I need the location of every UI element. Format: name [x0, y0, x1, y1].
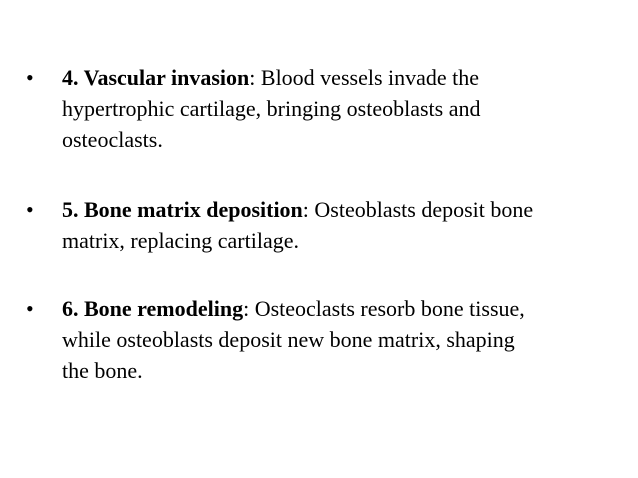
bullet-term: 6. Bone remodeling: [62, 296, 244, 321]
bullet-line: [62, 293, 525, 324]
bullet-term: 4. Vascular invasion: [62, 65, 250, 90]
bullet-line: osteoclasts.: [62, 127, 163, 152]
bullet-line: [62, 194, 533, 225]
bullet-line: matrix, replacing cartilage.: [62, 228, 299, 253]
bullet-line: [62, 62, 479, 93]
bullet-icon: •: [26, 197, 34, 222]
bullet-line: hypertrophic cartilage, bringing osteoblasts and: [62, 96, 481, 121]
bullet-term: 5. Bone matrix deposition: [62, 197, 303, 222]
bullet-line: the bone.: [62, 358, 143, 383]
bullet-line: while osteoblasts deposit new bone matrix, shaping: [62, 327, 515, 352]
bullet-text: : Blood vessels invade the: [249, 65, 480, 90]
bullet-icon: •: [26, 296, 34, 321]
bullet-text: : Osteoblasts deposit bone: [302, 197, 534, 222]
bullet-icon: •: [26, 65, 34, 90]
bullet-text: : Osteoclasts resorb bone tissue,: [243, 296, 525, 321]
